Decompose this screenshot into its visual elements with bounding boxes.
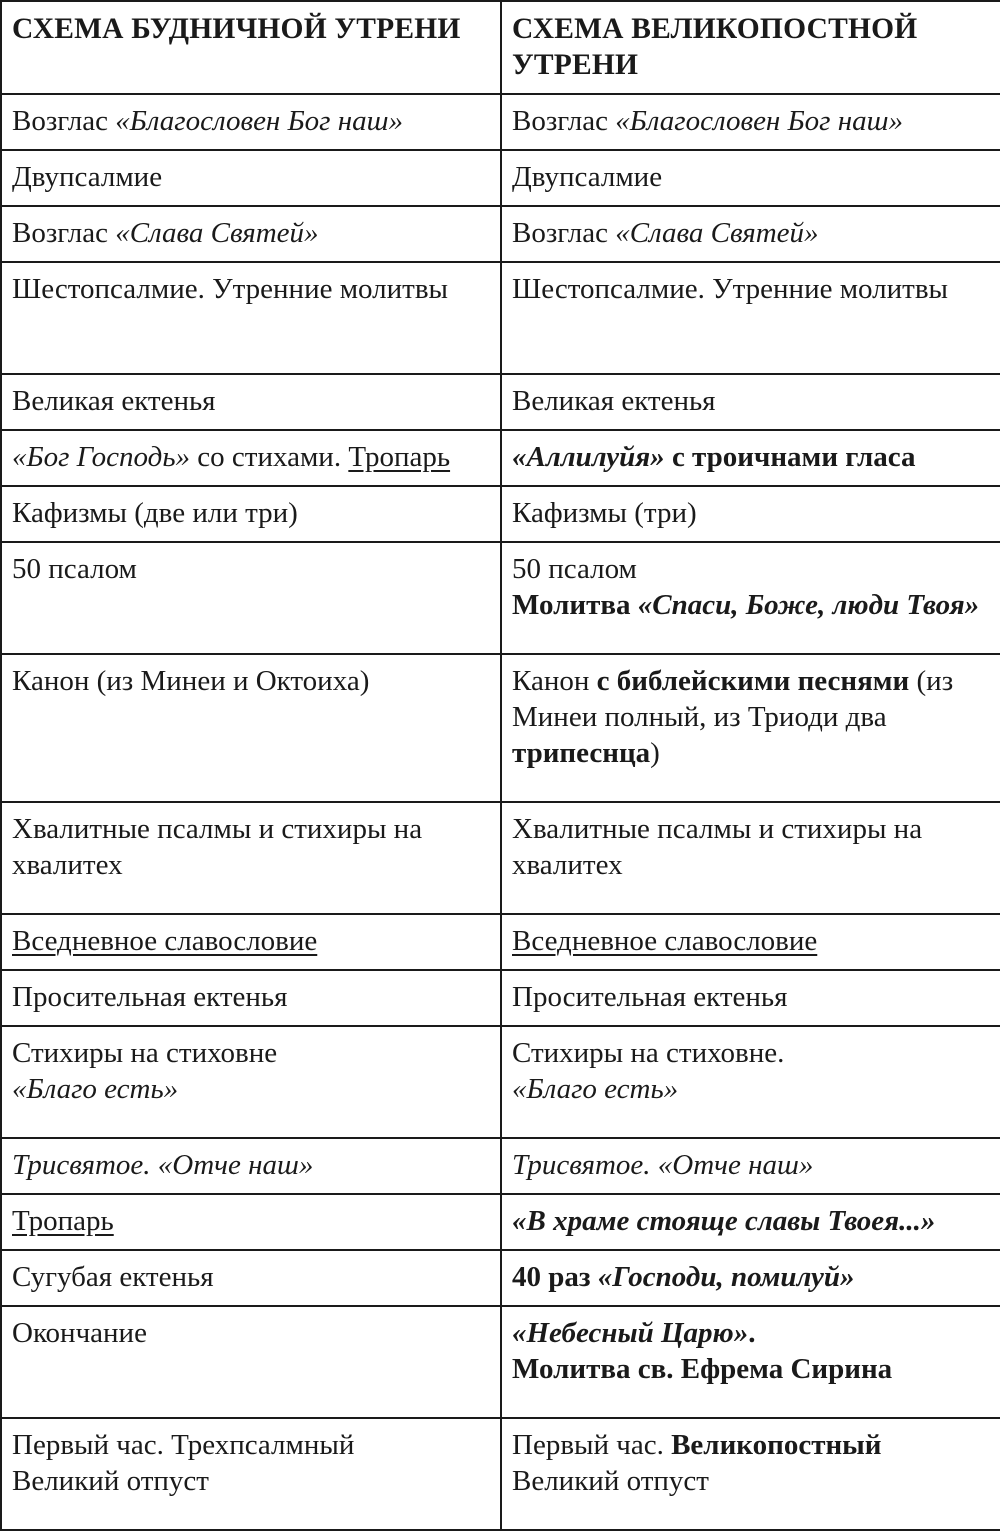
- cell-weekday: Возглас «Благословен Бог наш»: [1, 94, 501, 150]
- cell-weekday: Стихиры на стиховне «Благо есть»: [1, 1026, 501, 1138]
- cell-weekday: Сугубая ектенья: [1, 1250, 501, 1306]
- header-weekday-matins: СХЕМА БУДНИЧНОЙ УТРЕНИ: [1, 1, 501, 94]
- table-row: [1, 1250, 1000, 1306]
- table-row: [1, 970, 1000, 1026]
- cell-lenten: 50 псалом Молитва «Спаси, Боже, люди Твоя»: [501, 542, 1000, 654]
- cell-weekday: 50 псалом: [1, 542, 501, 654]
- cell-lenten: 40 раз «Господи, помилуй»: [501, 1250, 1000, 1306]
- cell-weekday: Просительная ектенья: [1, 970, 501, 1026]
- cell-weekday: Вседневное славословие: [1, 914, 501, 970]
- table-row: [1, 430, 1000, 486]
- cell-lenten: Возглас «Слава Святей»: [501, 206, 1000, 262]
- cell-lenten: Шестопсалмие. Утренние молитвы: [501, 262, 1000, 374]
- table-row: [1, 262, 1000, 374]
- cell-lenten: Кафизмы (три): [501, 486, 1000, 542]
- cell-lenten: Трисвятое. «Отче наш»: [501, 1138, 1000, 1194]
- cell-lenten: Первый час. Великопостный Великий отпуст: [501, 1418, 1000, 1530]
- table-row: [1, 1026, 1000, 1138]
- cell-weekday: Великая ектенья: [1, 374, 501, 430]
- table-row: [1, 1194, 1000, 1250]
- cell-weekday: Возглас «Слава Святей»: [1, 206, 501, 262]
- table-row: [1, 914, 1000, 970]
- table-row: [1, 802, 1000, 914]
- cell-weekday: Шестопсалмие. Утренние молитвы: [1, 262, 501, 374]
- cell-weekday: Первый час. Трехпсалмный Великий отпуст: [1, 1418, 501, 1530]
- table-row: [1, 542, 1000, 654]
- cell-lenten: Хвалитные псалмы и стихиры на хвалитех: [501, 802, 1000, 914]
- cell-lenten: Канон с библейскими песнями (из Минеи полный, из Триоди два трипеснца): [501, 654, 1000, 802]
- cell-weekday: Окончание: [1, 1306, 501, 1418]
- table-header-row: [1, 1, 1000, 94]
- cell-lenten: Великая ектенья: [501, 374, 1000, 430]
- cell-lenten: Возглас «Благословен Бог наш»: [501, 94, 1000, 150]
- table-row: [1, 1418, 1000, 1530]
- table-row: [1, 486, 1000, 542]
- table-row: [1, 1138, 1000, 1194]
- cell-lenten: «Аллилуйя» с троичнами гласа: [501, 430, 1000, 486]
- cell-weekday: «Бог Господь» со стихами. Тропарь: [1, 430, 501, 486]
- table-row: [1, 654, 1000, 802]
- cell-lenten: Вседневное славословие: [501, 914, 1000, 970]
- cell-lenten: Просительная ектенья: [501, 970, 1000, 1026]
- table-row: [1, 94, 1000, 150]
- cell-lenten: Стихиры на стиховне. «Благо есть»: [501, 1026, 1000, 1138]
- header-lenten-matins: СХЕМА ВЕЛИКОПОСТНОЙ УТРЕНИ: [501, 1, 1000, 94]
- cell-weekday: Трисвятое. «Отче наш»: [1, 1138, 501, 1194]
- cell-lenten: «Небесный Царю». Молитва св. Ефрема Сирина: [501, 1306, 1000, 1418]
- cell-weekday: Тропарь: [1, 1194, 501, 1250]
- table-row: [1, 1306, 1000, 1418]
- cell-weekday: Двупсалмие: [1, 150, 501, 206]
- cell-lenten: «В храме стояще славы Твоея...»: [501, 1194, 1000, 1250]
- cell-weekday: Хвалитные псалмы и стихиры на хвалитех: [1, 802, 501, 914]
- table-row: [1, 206, 1000, 262]
- cell-lenten: Двупсалмие: [501, 150, 1000, 206]
- table-row: [1, 150, 1000, 206]
- table-row: [1, 374, 1000, 430]
- cell-weekday: Канон (из Минеи и Октоиха): [1, 654, 501, 802]
- cell-weekday: Кафизмы (две или три): [1, 486, 501, 542]
